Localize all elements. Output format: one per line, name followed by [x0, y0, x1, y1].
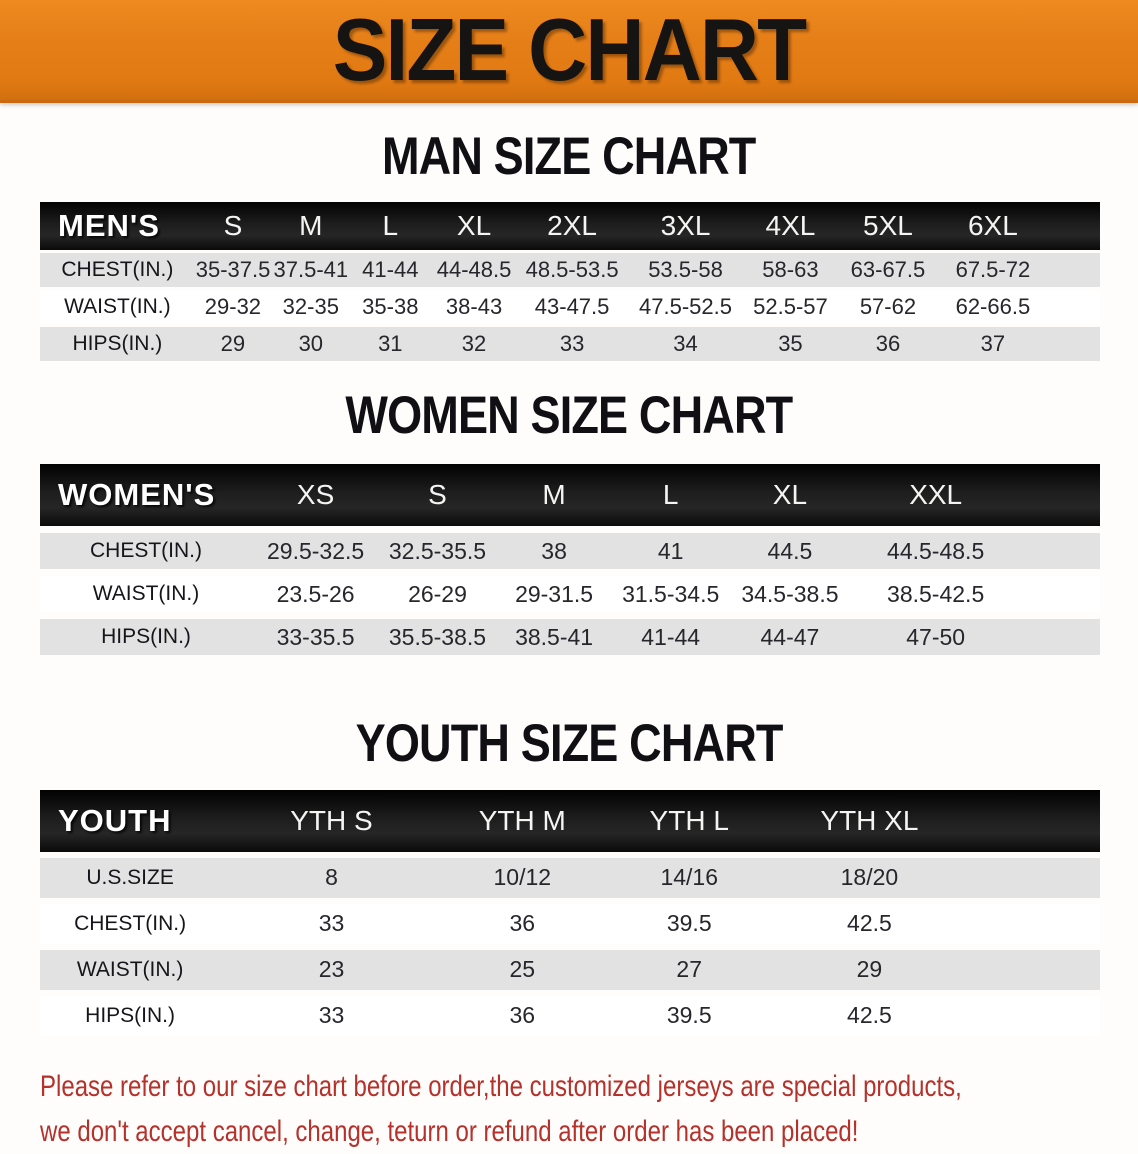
corner-label: YOUTH: [40, 790, 220, 852]
size-value: 33: [220, 904, 443, 944]
size-value: 33: [518, 327, 626, 361]
column-header: XL: [430, 202, 518, 250]
size-value: 27: [602, 950, 777, 990]
size-value: 48.5-53.5: [518, 253, 626, 287]
spacer-cell: [962, 996, 1100, 1036]
size-value: 38.5-41: [496, 619, 613, 655]
row-label: CHEST(IN.): [40, 533, 252, 569]
banner-title: SIZE CHART: [332, 0, 806, 99]
spacer-cell: [962, 858, 1100, 898]
size-value: 38.5-42.5: [851, 576, 1021, 612]
column-header: 4XL: [745, 202, 836, 250]
mens-header-row: [40, 202, 1100, 250]
size-value: 23: [220, 950, 443, 990]
size-value: 43-47.5: [518, 290, 626, 324]
row-label: U.S.SIZE: [40, 858, 220, 898]
size-value: 29: [777, 950, 963, 990]
size-value: 26-29: [379, 576, 496, 612]
table-row: [40, 619, 1100, 655]
section-heading-men: [0, 129, 1138, 185]
size-value: 35-38: [351, 290, 431, 324]
column-header: XS: [252, 464, 379, 526]
disclaimer-line-2: we don't accept cancel, change, teturn or refund after order has been placed!: [40, 1114, 859, 1148]
size-value: 29.5-32.5: [252, 533, 379, 569]
column-header: 3XL: [626, 202, 745, 250]
womens-size-table: [40, 457, 1100, 662]
corner-label: MEN'S: [40, 202, 195, 250]
spacer-cell: [962, 790, 1100, 852]
size-value: 44-47: [729, 619, 851, 655]
row-label: HIPS(IN.): [40, 619, 252, 655]
size-value: 36: [443, 904, 602, 944]
column-header: M: [271, 202, 351, 250]
size-value: 18/20: [777, 858, 963, 898]
spacer-cell: [1046, 202, 1100, 250]
size-value: 29-32: [195, 290, 271, 324]
size-value: 58-63: [745, 253, 836, 287]
size-value: 29-31.5: [496, 576, 613, 612]
size-value: 35.5-38.5: [379, 619, 496, 655]
womens-header-row: [40, 464, 1100, 526]
disclaimer-note: [40, 1064, 1138, 1154]
size-value: 35-37.5: [195, 253, 271, 287]
column-header: XL: [729, 464, 851, 526]
size-value: 29: [195, 327, 271, 361]
spacer-cell: [1046, 253, 1100, 287]
size-value: 34.5-38.5: [729, 576, 851, 612]
size-value: 41-44: [351, 253, 431, 287]
row-label: WAIST(IN.): [40, 290, 195, 324]
column-header: 2XL: [518, 202, 626, 250]
size-value: 41: [612, 533, 729, 569]
size-value: 52.5-57: [745, 290, 836, 324]
spacer-cell: [1020, 619, 1100, 655]
size-value: 32-35: [271, 290, 351, 324]
youth-header-row: [40, 790, 1100, 852]
spacer-cell: [1046, 290, 1100, 324]
column-header: S: [195, 202, 271, 250]
size-value: 14/16: [602, 858, 777, 898]
size-value: 32: [430, 327, 518, 361]
column-header: M: [496, 464, 613, 526]
size-value: 31: [351, 327, 431, 361]
row-label: HIPS(IN.): [40, 327, 195, 361]
section-heading-women-text: WOMEN SIZE CHART: [345, 385, 793, 445]
column-header: YTH L: [602, 790, 777, 852]
column-header: XXL: [851, 464, 1021, 526]
spacer-cell: [1020, 464, 1100, 526]
size-value: 47.5-52.5: [626, 290, 745, 324]
section-heading-youth-text: YOUTH SIZE CHART: [355, 714, 783, 774]
size-value: 42.5: [777, 904, 963, 944]
size-value: 67.5-72: [940, 253, 1046, 287]
size-value: 44.5: [729, 533, 851, 569]
table-row: [40, 950, 1100, 990]
column-header: L: [612, 464, 729, 526]
size-value: 23.5-26: [252, 576, 379, 612]
spacer-cell: [962, 950, 1100, 990]
section-heading-youth: [0, 716, 1138, 772]
corner-label: WOMEN'S: [40, 464, 252, 526]
size-value: 35: [745, 327, 836, 361]
size-chart-banner: [0, 0, 1138, 103]
size-value: 38-43: [430, 290, 518, 324]
youth-size-table: [40, 784, 1100, 1042]
size-value: 33: [220, 996, 443, 1036]
table-row: [40, 253, 1100, 287]
table-row: [40, 996, 1100, 1036]
size-value: 36: [443, 996, 602, 1036]
size-value: 31.5-34.5: [612, 576, 729, 612]
size-value: 25: [443, 950, 602, 990]
table-row: [40, 858, 1100, 898]
size-value: 8: [220, 858, 443, 898]
size-value: 33-35.5: [252, 619, 379, 655]
spacer-cell: [1020, 576, 1100, 612]
size-value: 39.5: [602, 904, 777, 944]
table-row: [40, 533, 1100, 569]
spacer-cell: [1046, 327, 1100, 361]
size-value: 32.5-35.5: [379, 533, 496, 569]
size-value: 44-48.5: [430, 253, 518, 287]
row-label: WAIST(IN.): [40, 576, 252, 612]
column-header: YTH XL: [777, 790, 963, 852]
size-value: 10/12: [443, 858, 602, 898]
size-value: 63-67.5: [836, 253, 940, 287]
section-heading-women: [0, 385, 1138, 445]
disclaimer-line-1: Please refer to our size chart before order,the customized jerseys are special products,: [40, 1069, 962, 1103]
table-row: [40, 290, 1100, 324]
column-header: 5XL: [836, 202, 940, 250]
table-row: [40, 904, 1100, 944]
size-value: 57-62: [836, 290, 940, 324]
size-value: 47-50: [851, 619, 1021, 655]
row-label: CHEST(IN.): [40, 253, 195, 287]
row-label: CHEST(IN.): [40, 904, 220, 944]
size-value: 38: [496, 533, 613, 569]
column-header: YTH M: [443, 790, 602, 852]
size-value: 62-66.5: [940, 290, 1046, 324]
table-row: [40, 327, 1100, 361]
size-value: 44.5-48.5: [851, 533, 1021, 569]
size-value: 41-44: [612, 619, 729, 655]
column-header: L: [351, 202, 431, 250]
size-value: 39.5: [602, 996, 777, 1036]
spacer-cell: [962, 904, 1100, 944]
size-value: 30: [271, 327, 351, 361]
mens-size-table: [40, 199, 1100, 364]
size-value: 53.5-58: [626, 253, 745, 287]
size-value: 37: [940, 327, 1046, 361]
spacer-cell: [1020, 533, 1100, 569]
table-row: [40, 576, 1100, 612]
section-heading-men-text: MAN SIZE CHART: [382, 127, 756, 186]
column-header: YTH S: [220, 790, 443, 852]
row-label: HIPS(IN.): [40, 996, 220, 1036]
size-value: 42.5: [777, 996, 963, 1036]
column-header: 6XL: [940, 202, 1046, 250]
size-value: 37.5-41: [271, 253, 351, 287]
row-label: WAIST(IN.): [40, 950, 220, 990]
size-value: 34: [626, 327, 745, 361]
column-header: S: [379, 464, 496, 526]
size-value: 36: [836, 327, 940, 361]
